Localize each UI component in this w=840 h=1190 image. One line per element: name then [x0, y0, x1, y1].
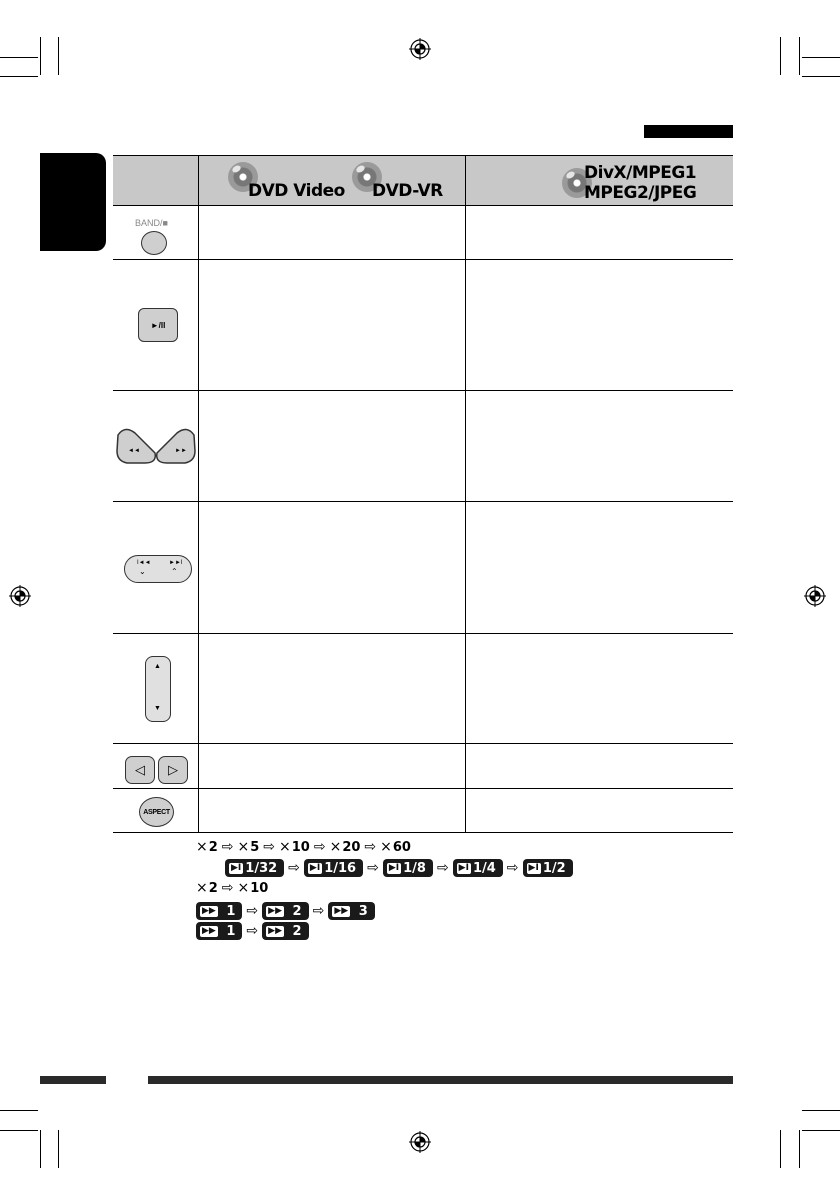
- speed-value: × 10: [279, 839, 310, 855]
- speed-sequence-line-1: [196, 838, 411, 856]
- dvd-vr-label: DVD-VR: [372, 181, 443, 201]
- sequence-arrow: ⇨: [221, 839, 234, 855]
- up-down-bar-icon: [145, 656, 171, 722]
- sequence-arrow: ⇨: [364, 839, 377, 855]
- table-column-divider: [465, 155, 466, 832]
- crop-mark: [799, 1130, 800, 1168]
- slow-play-icon: ▶I: [309, 862, 321, 873]
- slow-play-chip: ▶I 1/32: [225, 859, 284, 877]
- sequence-arrow: ⇨: [436, 860, 449, 876]
- table-rule: [113, 205, 733, 206]
- speed-value: × 10: [237, 880, 269, 896]
- speed-sequence-line-4: [196, 902, 375, 920]
- table-rule: [113, 743, 733, 744]
- speed-value: × 20: [329, 839, 361, 855]
- table-rule: [113, 155, 733, 156]
- fast-forward-icon: ▶▶: [268, 905, 282, 916]
- aspect-label: ASPECT: [143, 808, 170, 816]
- crop-mark: [802, 1130, 840, 1131]
- crop-mark: [780, 1130, 781, 1168]
- sequence-arrow: ⇨: [313, 839, 326, 855]
- crop-mark: [58, 1130, 59, 1168]
- speed-value: × 60: [380, 839, 411, 855]
- crop-mark: [802, 1110, 840, 1111]
- rewind-forward-buttons-icon: [113, 423, 199, 467]
- slow-play-chip: ▶I 1/2: [523, 859, 573, 877]
- fast-forward-icon: ▶▶: [334, 905, 349, 916]
- mpeg2-jpeg-label: MPEG2/JPEG: [584, 183, 697, 203]
- sequence-arrow: ⇨: [263, 839, 276, 855]
- prev-next-rocker-icon: [124, 555, 192, 583]
- left-arrow-symbol: ◁: [135, 762, 145, 777]
- rewind-symbol: ◄◄: [128, 448, 140, 454]
- aspect-button-icon: [139, 797, 174, 827]
- slow-play-chip: ▶I 1/16: [304, 859, 363, 877]
- speed-sequence-line-2: [225, 859, 573, 877]
- crop-mark: [802, 57, 840, 58]
- up-triangle-icon: ▲: [154, 663, 161, 670]
- crop-mark: [0, 57, 38, 58]
- table-rule: [113, 259, 733, 260]
- registration-mark-icon: [409, 38, 431, 60]
- sequence-arrow: ⇨: [367, 860, 379, 876]
- table-rule: [113, 633, 733, 634]
- right-arrow-symbol: ▷: [168, 762, 178, 777]
- crop-mark: [0, 1130, 38, 1131]
- fast-forward-chip: ▶▶ 1: [196, 922, 242, 940]
- table-rule: [113, 832, 733, 833]
- footer-bar-right: [148, 1076, 733, 1084]
- fast-forward-icon: ▶▶: [268, 925, 282, 936]
- slow-play-chip: ▶I 1/8: [383, 859, 433, 877]
- left-button-icon: [125, 756, 155, 784]
- table-column-divider: [198, 155, 199, 832]
- crop-mark: [0, 1110, 38, 1111]
- language-side-tab: [40, 153, 106, 251]
- speed-value: × 5: [237, 839, 260, 855]
- fast-forward-icon: ▶▶: [202, 905, 216, 916]
- band-stop-label: BAND/■: [135, 218, 168, 228]
- slow-play-icon: ▶I: [528, 862, 539, 873]
- fast-forward-chip: ▶▶ 1: [196, 902, 242, 920]
- speed-sequence-line-5: [196, 922, 309, 940]
- down-triangle-icon: ▼: [154, 705, 161, 712]
- slow-play-chip: ▶I 1/4: [453, 859, 503, 877]
- crop-mark: [0, 76, 38, 77]
- forward-symbol: ►►: [175, 448, 187, 454]
- sequence-arrow: ⇨: [288, 860, 300, 876]
- fast-forward-chip: ▶▶ 2: [262, 922, 308, 940]
- play-pause-symbol: ►/II: [150, 320, 166, 330]
- sequence-arrow: ⇨: [506, 860, 519, 876]
- footer-bar-left: [40, 1076, 106, 1084]
- crop-mark: [58, 37, 59, 75]
- header-bar: [644, 125, 733, 138]
- sequence-arrow: ⇨: [246, 923, 259, 939]
- registration-mark-icon: [9, 585, 31, 607]
- slow-play-icon: ▶I: [458, 862, 469, 873]
- divx-mpeg1-label: DivX/MPEG1: [584, 163, 697, 183]
- crop-mark: [802, 76, 840, 77]
- table-rule: [113, 501, 733, 502]
- fast-forward-chip: ▶▶ 3: [328, 902, 374, 920]
- next-symbol: ►►I: [169, 560, 183, 566]
- crop-mark: [799, 37, 800, 75]
- fast-forward-icon: ▶▶: [202, 925, 216, 936]
- fast-forward-chip: ▶▶ 2: [262, 902, 308, 920]
- dvd-video-label: DVD Video: [248, 181, 345, 201]
- speed-value: × 2: [196, 839, 218, 855]
- sequence-arrow: ⇨: [246, 903, 259, 919]
- table-rule: [113, 390, 733, 391]
- down-chevron-icon: ⌄: [139, 567, 146, 576]
- play-pause-button-icon: [138, 308, 178, 342]
- crop-mark: [780, 37, 781, 75]
- slow-play-icon: ▶I: [388, 862, 400, 873]
- registration-mark-icon: [804, 585, 826, 607]
- right-button-icon: [158, 756, 188, 784]
- band-stop-control: [131, 218, 181, 258]
- slow-play-icon: ▶I: [231, 862, 242, 873]
- crop-mark: [40, 1130, 41, 1168]
- crop-mark: [40, 37, 41, 75]
- up-chevron-icon: ⌃: [171, 567, 178, 576]
- prev-symbol: I◄◄: [137, 560, 151, 566]
- sequence-arrow: ⇨: [221, 880, 234, 896]
- band-stop-button-icon: [141, 231, 167, 255]
- speed-sequence-line-3: [196, 879, 268, 897]
- sequence-arrow: ⇨: [312, 903, 325, 919]
- speed-value: × 2: [196, 880, 218, 896]
- registration-mark-icon: [409, 1131, 431, 1153]
- table-rule: [113, 788, 733, 789]
